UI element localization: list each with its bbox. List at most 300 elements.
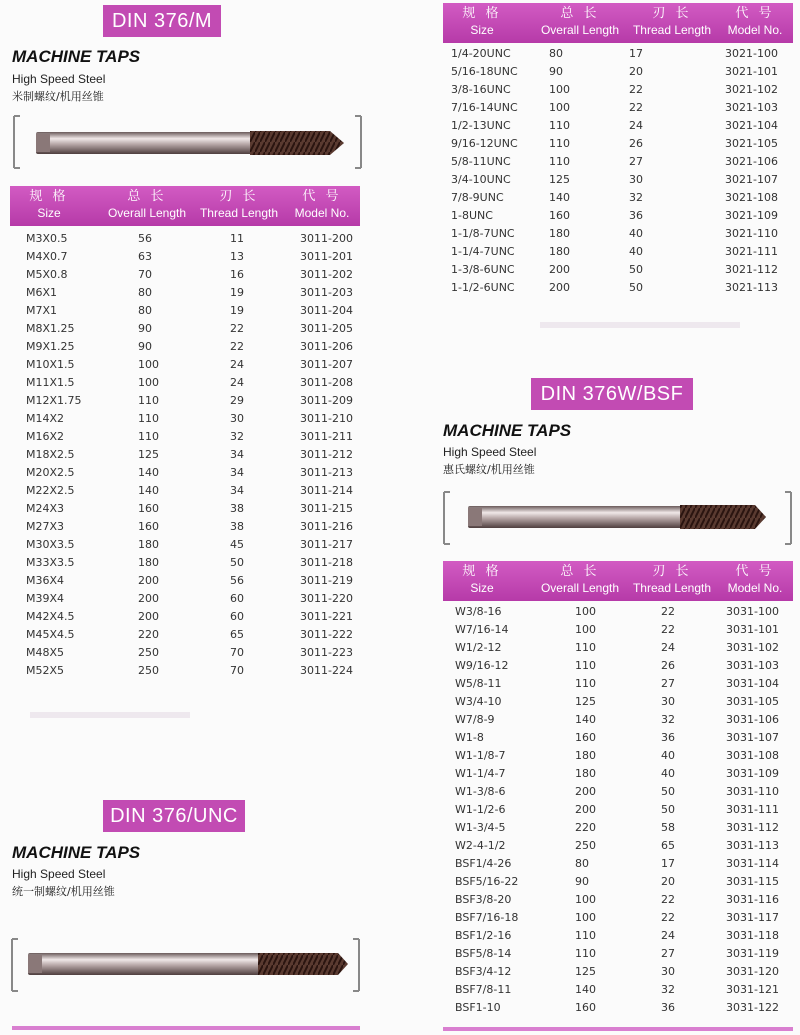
cell-size: W3/4-10 — [455, 695, 502, 708]
cell-overall-length: 180 — [549, 227, 570, 240]
cell-overall-length: 160 — [575, 1001, 596, 1014]
cell-size: M5X0.8 — [26, 268, 68, 281]
table-row — [443, 135, 793, 153]
header-thread-length: 刃 长 Thread Length — [632, 564, 712, 595]
cell-thread-length: 26 — [661, 659, 675, 672]
cell-overall-length: 110 — [138, 430, 159, 443]
cell-overall-length: 90 — [575, 875, 589, 888]
cell-size: W1-3/4-5 — [455, 821, 506, 834]
header-size: 规 格 Size — [29, 189, 69, 220]
cell-model-no: 3021-112 — [725, 263, 778, 276]
cell-model-no: 3011-214 — [300, 484, 353, 497]
cell-overall-length: 200 — [138, 574, 159, 587]
cell-size: M18X2.5 — [26, 448, 75, 461]
table-row — [443, 621, 793, 639]
cell-model-no: 3011-220 — [300, 592, 353, 605]
cell-thread-length: 27 — [629, 155, 643, 168]
cell-thread-length: 65 — [230, 628, 244, 641]
cell-thread-length: 38 — [230, 502, 244, 515]
cell-thread-length: 50 — [230, 556, 244, 569]
cell-thread-length: 30 — [230, 412, 244, 425]
cell-model-no: 3011-208 — [300, 376, 353, 389]
cell-thread-length: 32 — [230, 430, 244, 443]
cell-thread-length: 32 — [661, 983, 675, 996]
cell-thread-length: 34 — [230, 466, 244, 479]
cell-model-no: 3011-203 — [300, 286, 353, 299]
cell-thread-length: 24 — [661, 641, 675, 654]
cell-model-no: 3021-108 — [725, 191, 778, 204]
cell-thread-length: 50 — [629, 263, 643, 276]
cell-thread-length: 36 — [629, 209, 643, 222]
cell-model-no: 3031-110 — [726, 785, 779, 798]
cell-size: M36X4 — [26, 574, 65, 587]
cell-overall-length: 100 — [549, 83, 570, 96]
cell-overall-length: 200 — [549, 263, 570, 276]
cell-size: W3/8-16 — [455, 605, 502, 618]
cell-overall-length: 140 — [575, 983, 596, 996]
cell-model-no: 3021-110 — [725, 227, 778, 240]
cell-overall-length: 100 — [549, 101, 570, 114]
cell-size: 7/8-9UNC — [451, 191, 504, 204]
cell-model-no: 3031-111 — [726, 803, 779, 816]
cell-thread-length: 22 — [629, 101, 643, 114]
cell-thread-length: 36 — [661, 731, 675, 744]
table-row — [443, 855, 793, 873]
cell-thread-length: 70 — [230, 646, 244, 659]
cell-model-no: 3011-224 — [300, 664, 353, 677]
table-row — [10, 338, 360, 356]
cell-thread-length: 22 — [661, 623, 675, 636]
cell-model-no: 3031-118 — [726, 929, 779, 942]
table-row — [10, 410, 360, 428]
cell-model-no: 3031-112 — [726, 821, 779, 834]
cell-thread-length: 60 — [230, 610, 244, 623]
cell-thread-length: 38 — [230, 520, 244, 533]
cell-overall-length: 70 — [138, 268, 152, 281]
cell-overall-length: 140 — [575, 713, 596, 726]
cell-thread-length: 22 — [230, 322, 244, 335]
cell-overall-length: 125 — [575, 965, 596, 978]
cell-overall-length: 100 — [575, 893, 596, 906]
cell-overall-length: 220 — [575, 821, 596, 834]
cell-model-no: 3021-101 — [725, 65, 778, 78]
table-row — [10, 266, 360, 284]
table-row — [10, 464, 360, 482]
cell-size: W1-1/2-6 — [455, 803, 506, 816]
cell-size: 3/4-10UNC — [451, 173, 511, 186]
cell-thread-length: 13 — [230, 250, 244, 263]
cell-size: M7X1 — [26, 304, 58, 317]
cell-size: W7/16-14 — [455, 623, 509, 636]
cell-model-no: 3031-117 — [726, 911, 779, 924]
cell-model-no: 3011-217 — [300, 538, 353, 551]
table-row — [10, 554, 360, 572]
cell-model-no: 3031-120 — [726, 965, 779, 978]
table-row — [443, 783, 793, 801]
header-model-no: 代 号 Model No. — [727, 564, 783, 595]
cell-model-no: 3031-114 — [726, 857, 779, 870]
cell-model-no: 3011-219 — [300, 574, 353, 587]
table-row — [10, 662, 360, 680]
cell-thread-length: 40 — [661, 749, 675, 762]
cell-size: BSF3/8-20 — [455, 893, 512, 906]
cell-thread-length: 29 — [230, 394, 244, 407]
cell-size: BSF7/16-18 — [455, 911, 519, 924]
cell-model-no: 3031-101 — [726, 623, 779, 636]
cell-model-no: 3021-100 — [725, 47, 778, 60]
table-row — [443, 99, 793, 117]
cell-thread-length: 22 — [661, 911, 675, 924]
cell-model-no: 3011-202 — [300, 268, 353, 281]
cell-model-no: 3021-103 — [725, 101, 778, 114]
cell-thread-length: 45 — [230, 538, 244, 551]
cell-size: 1/4-20UNC — [451, 47, 511, 60]
cell-model-no: 3031-105 — [726, 695, 779, 708]
cell-size: 1/2-13UNC — [451, 119, 511, 132]
header-model-no: 代 号 Model No. — [294, 189, 350, 220]
cell-overall-length: 100 — [575, 623, 596, 636]
cell-thread-length: 11 — [230, 232, 244, 245]
cell-model-no: 3031-100 — [726, 605, 779, 618]
cell-overall-length: 140 — [549, 191, 570, 204]
cell-thread-length: 16 — [230, 268, 244, 281]
cell-size: M27X3 — [26, 520, 65, 533]
cell-thread-length: 30 — [629, 173, 643, 186]
section-heading-bsf: MACHINE TAPS — [443, 421, 572, 440]
table-row — [443, 279, 793, 297]
table-row — [443, 171, 793, 189]
table-row — [443, 747, 793, 765]
cell-model-no: 3031-102 — [726, 641, 779, 654]
cell-overall-length: 110 — [549, 155, 570, 168]
table-row — [10, 428, 360, 446]
cell-thread-length: 56 — [230, 574, 244, 587]
tap-image-unc — [8, 935, 363, 995]
table-header-metric — [10, 186, 360, 226]
table-header-unc — [443, 3, 793, 43]
cell-overall-length: 110 — [138, 394, 159, 407]
cell-thread-length: 40 — [661, 767, 675, 780]
cell-overall-length: 100 — [138, 358, 159, 371]
table-row — [443, 675, 793, 693]
cell-overall-length: 110 — [575, 929, 596, 942]
table-row — [443, 801, 793, 819]
table-row — [443, 117, 793, 135]
table-row — [10, 230, 360, 248]
cell-overall-length: 100 — [138, 376, 159, 389]
cell-model-no: 3011-200 — [300, 232, 353, 245]
material-label-bsf: High Speed Steel — [443, 445, 537, 459]
table-row — [443, 963, 793, 981]
cell-overall-length: 100 — [575, 605, 596, 618]
cell-model-no: 3031-121 — [726, 983, 779, 996]
divider — [540, 322, 740, 328]
table-row — [443, 243, 793, 261]
cell-thread-length: 65 — [661, 839, 675, 852]
cell-model-no: 3011-206 — [300, 340, 353, 353]
table-body-unc — [443, 45, 793, 297]
cell-overall-length: 63 — [138, 250, 152, 263]
cell-overall-length: 200 — [575, 803, 596, 816]
section-badge-metric: DIN 376/M — [103, 5, 221, 37]
cell-size: M30X3.5 — [26, 538, 75, 551]
cell-overall-length: 160 — [138, 520, 159, 533]
table-row — [443, 891, 793, 909]
table-row — [10, 572, 360, 590]
table-row — [10, 356, 360, 374]
table-row — [443, 909, 793, 927]
table-row — [443, 765, 793, 783]
cell-overall-length: 125 — [138, 448, 159, 461]
cell-model-no: 3011-221 — [300, 610, 353, 623]
material-label-metric: High Speed Steel — [12, 72, 106, 86]
cell-model-no: 3011-218 — [300, 556, 353, 569]
cell-size: M8X1.25 — [26, 322, 75, 335]
cell-size: M3X0.5 — [26, 232, 68, 245]
cell-overall-length: 125 — [549, 173, 570, 186]
cell-size: W1/2-12 — [455, 641, 502, 654]
table-row — [443, 729, 793, 747]
cell-model-no: 3021-107 — [725, 173, 778, 186]
cell-size: 1-3/8-6UNC — [451, 263, 515, 276]
cell-overall-length: 90 — [138, 322, 152, 335]
cell-size: M11X1.5 — [26, 376, 75, 389]
bottom-strip — [443, 1027, 793, 1031]
tap-image-metric — [10, 112, 365, 172]
table-row — [443, 981, 793, 999]
table-row — [443, 837, 793, 855]
cell-size: 5/8-11UNC — [451, 155, 511, 168]
chinese-label-metric: 米制螺纹/机用丝锥 — [12, 90, 104, 103]
cell-thread-length: 19 — [230, 286, 244, 299]
table-row — [443, 927, 793, 945]
cell-thread-length: 20 — [629, 65, 643, 78]
cell-overall-length: 90 — [549, 65, 563, 78]
cell-overall-length: 250 — [138, 664, 159, 677]
cell-thread-length: 60 — [230, 592, 244, 605]
header-size: 规 格 Size — [462, 6, 502, 37]
divider — [30, 712, 190, 718]
table-header-bsf — [443, 561, 793, 601]
cell-thread-length: 32 — [661, 713, 675, 726]
cell-size: M10X1.5 — [26, 358, 75, 371]
table-row — [443, 207, 793, 225]
cell-overall-length: 180 — [138, 538, 159, 551]
table-row — [10, 482, 360, 500]
cell-thread-length: 32 — [629, 191, 643, 204]
cell-size: W5/8-11 — [455, 677, 502, 690]
cell-overall-length: 250 — [138, 646, 159, 659]
header-thread-length: 刃 长 Thread Length — [199, 189, 279, 220]
cell-size: M22X2.5 — [26, 484, 75, 497]
cell-model-no: 3011-205 — [300, 322, 353, 335]
cell-model-no: 3031-104 — [726, 677, 779, 690]
header-overall-length: 总 长 Overall Length — [540, 6, 620, 37]
cell-model-no: 3031-122 — [726, 1001, 779, 1014]
cell-thread-length: 17 — [661, 857, 675, 870]
cell-thread-length: 27 — [661, 677, 675, 690]
header-overall-length: 总 长 Overall Length — [540, 564, 620, 595]
cell-overall-length: 80 — [138, 304, 152, 317]
cell-thread-length: 50 — [629, 281, 643, 294]
table-body-bsf — [443, 603, 793, 1017]
table-row — [443, 153, 793, 171]
cell-size: M16X2 — [26, 430, 65, 443]
cell-model-no: 3031-103 — [726, 659, 779, 672]
cell-size: 1-1/8-7UNC — [451, 227, 515, 240]
table-row — [443, 189, 793, 207]
cell-model-no: 3021-113 — [725, 281, 778, 294]
cell-thread-length: 20 — [661, 875, 675, 888]
cell-thread-length: 22 — [629, 83, 643, 96]
cell-size: M39X4 — [26, 592, 65, 605]
cell-size: BSF1/4-26 — [455, 857, 512, 870]
cell-model-no: 3031-109 — [726, 767, 779, 780]
chinese-label-bsf: 惠氏螺纹/机用丝锥 — [443, 463, 535, 476]
cell-overall-length: 180 — [575, 767, 596, 780]
cell-model-no: 3031-108 — [726, 749, 779, 762]
cell-overall-length: 200 — [549, 281, 570, 294]
cell-overall-length: 90 — [138, 340, 152, 353]
cell-overall-length: 200 — [575, 785, 596, 798]
cell-thread-length: 19 — [230, 304, 244, 317]
cell-overall-length: 110 — [575, 641, 596, 654]
cell-size: W1-1/8-7 — [455, 749, 506, 762]
cell-model-no: 3011-213 — [300, 466, 353, 479]
cell-overall-length: 110 — [575, 659, 596, 672]
cell-thread-length: 70 — [230, 664, 244, 677]
cell-thread-length: 24 — [230, 358, 244, 371]
cell-overall-length: 110 — [549, 137, 570, 150]
cell-thread-length: 34 — [230, 448, 244, 461]
section-heading-metric: MACHINE TAPS — [12, 47, 141, 66]
cell-size: M9X1.25 — [26, 340, 75, 353]
table-row — [443, 261, 793, 279]
cell-model-no: 3011-207 — [300, 358, 353, 371]
cell-model-no: 3011-222 — [300, 628, 353, 641]
cell-model-no: 3011-216 — [300, 520, 353, 533]
table-row — [443, 639, 793, 657]
chinese-label-unc: 统一制螺纹/机用丝锥 — [12, 885, 115, 898]
header-model-no: 代 号 Model No. — [727, 6, 783, 37]
cell-model-no: 3031-113 — [726, 839, 779, 852]
cell-model-no: 3011-215 — [300, 502, 353, 515]
cell-overall-length: 110 — [575, 677, 596, 690]
cell-overall-length: 56 — [138, 232, 152, 245]
cell-thread-length: 27 — [661, 947, 675, 960]
cell-overall-length: 80 — [575, 857, 589, 870]
table-row — [10, 644, 360, 662]
table-row — [443, 819, 793, 837]
cell-overall-length: 125 — [575, 695, 596, 708]
cell-overall-length: 180 — [138, 556, 159, 569]
cell-thread-length: 30 — [661, 695, 675, 708]
cell-thread-length: 26 — [629, 137, 643, 150]
cell-size: BSF7/8-11 — [455, 983, 512, 996]
table-row — [10, 536, 360, 554]
cell-size: W1-3/8-6 — [455, 785, 506, 798]
cell-size: 9/16-12UNC — [451, 137, 518, 150]
cell-size: BSF1-10 — [455, 1001, 501, 1014]
cell-model-no: 3031-115 — [726, 875, 779, 888]
cell-overall-length: 180 — [575, 749, 596, 762]
cell-size: BSF1/2-16 — [455, 929, 512, 942]
tap-image-bsf — [440, 488, 795, 548]
cell-size: M12X1.75 — [26, 394, 82, 407]
cell-model-no: 3031-116 — [726, 893, 779, 906]
cell-overall-length: 180 — [549, 245, 570, 258]
header-thread-length: 刃 长 Thread Length — [632, 6, 712, 37]
bottom-strip — [12, 1026, 360, 1030]
table-row — [443, 711, 793, 729]
cell-size: M48X5 — [26, 646, 65, 659]
cell-thread-length: 50 — [661, 803, 675, 816]
cell-overall-length: 160 — [138, 502, 159, 515]
cell-size: M6X1 — [26, 286, 58, 299]
cell-overall-length: 200 — [138, 610, 159, 623]
cell-size: W9/16-12 — [455, 659, 509, 672]
table-row — [443, 999, 793, 1017]
table-row — [10, 590, 360, 608]
table-row — [443, 45, 793, 63]
section-badge-unc: DIN 376/UNC — [103, 800, 245, 832]
material-label-unc: High Speed Steel — [12, 867, 106, 881]
cell-size: BSF5/16-22 — [455, 875, 519, 888]
cell-thread-length: 24 — [661, 929, 675, 942]
cell-model-no: 3021-106 — [725, 155, 778, 168]
table-row — [10, 626, 360, 644]
table-row — [443, 225, 793, 243]
cell-model-no: 3031-107 — [726, 731, 779, 744]
table-row — [10, 608, 360, 626]
cell-thread-length: 34 — [230, 484, 244, 497]
cell-size: M42X4.5 — [26, 610, 75, 623]
table-row — [443, 657, 793, 675]
cell-model-no: 3021-105 — [725, 137, 778, 150]
cell-size: W2-4-1/2 — [455, 839, 506, 852]
cell-overall-length: 100 — [575, 911, 596, 924]
table-body-metric — [10, 230, 360, 680]
cell-overall-length: 220 — [138, 628, 159, 641]
cell-overall-length: 110 — [575, 947, 596, 960]
table-row — [443, 945, 793, 963]
table-row — [10, 248, 360, 266]
section-badge-bsf: DIN 376W/BSF — [531, 378, 693, 410]
cell-overall-length: 80 — [549, 47, 563, 60]
cell-model-no: 3011-211 — [300, 430, 353, 443]
cell-overall-length: 160 — [549, 209, 570, 222]
cell-thread-length: 40 — [629, 227, 643, 240]
cell-model-no: 3011-209 — [300, 394, 353, 407]
cell-thread-length: 58 — [661, 821, 675, 834]
table-row — [10, 518, 360, 536]
cell-size: BSF3/4-12 — [455, 965, 512, 978]
cell-overall-length: 110 — [138, 412, 159, 425]
cell-size: M24X3 — [26, 502, 65, 515]
cell-model-no: 3031-119 — [726, 947, 779, 960]
cell-size: M14X2 — [26, 412, 65, 425]
cell-overall-length: 200 — [138, 592, 159, 605]
section-heading-unc: MACHINE TAPS — [12, 843, 141, 862]
cell-model-no: 3011-210 — [300, 412, 353, 425]
cell-size: M20X2.5 — [26, 466, 75, 479]
cell-size: 1-1/2-6UNC — [451, 281, 515, 294]
cell-overall-length: 80 — [138, 286, 152, 299]
cell-model-no: 3021-104 — [725, 119, 778, 132]
table-row — [10, 392, 360, 410]
cell-thread-length: 22 — [230, 340, 244, 353]
cell-size: 3/8-16UNC — [451, 83, 511, 96]
